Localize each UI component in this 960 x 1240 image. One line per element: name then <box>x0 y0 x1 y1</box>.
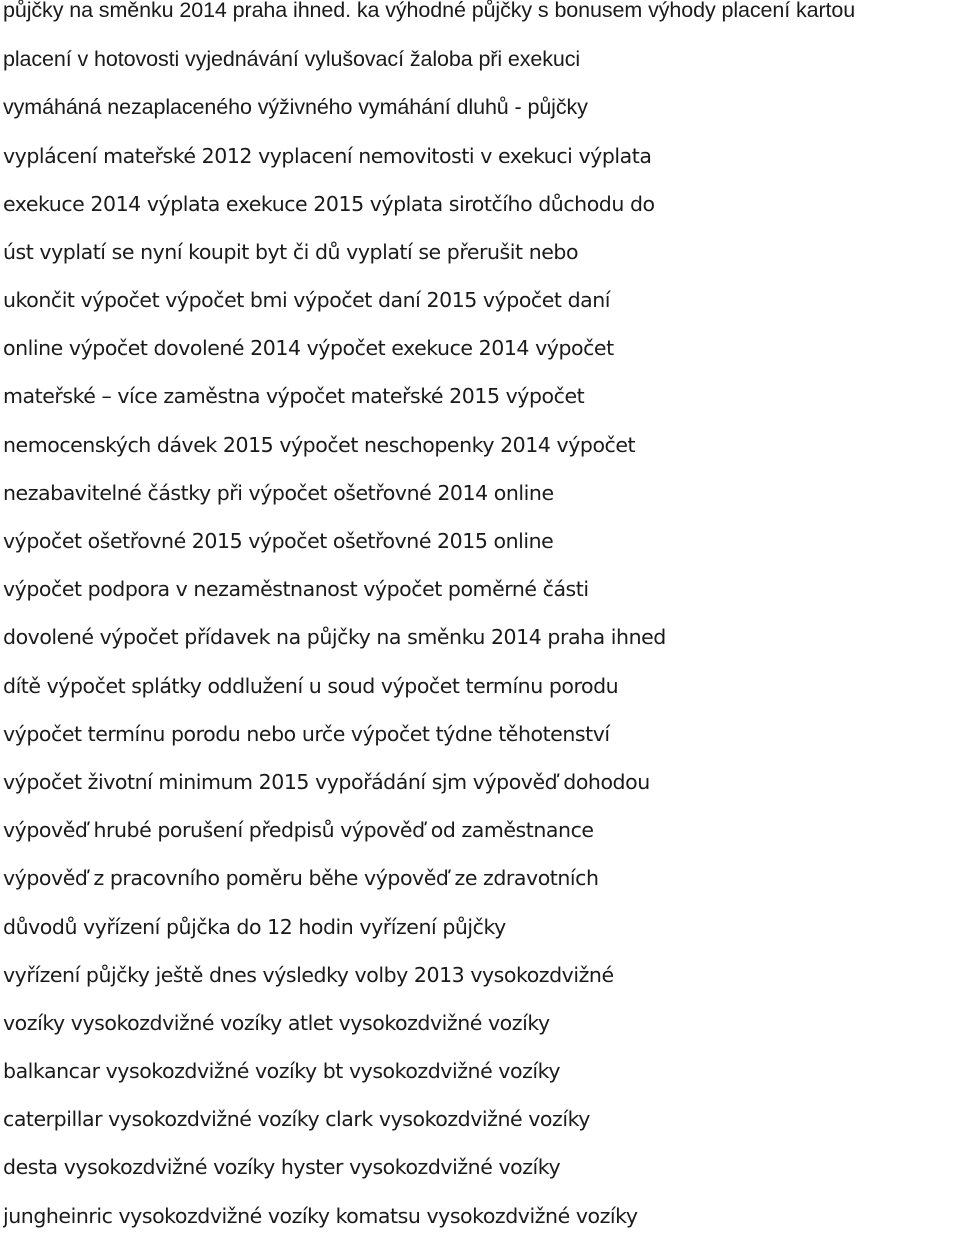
text-line: výpověď z pracovního poměru běhe výpověď ze zdravotních <box>3 866 599 891</box>
text-line: vyřízení půjčky ještě dnes výsledky volby 2013 vysokozdvižné <box>3 962 614 987</box>
text-line: výpověď hrubé porušení předpisů výpověď od zaměstnance <box>3 818 594 843</box>
text-line: půjčky na směnku 2014 praha ihned. ka výhodné půjčky s bonusem výhody placení kartou <box>3 0 856 22</box>
text-line: balkancar vysokozdvižné vozíky bt vysokozdvižné vozíky <box>3 1059 561 1084</box>
text-line: nezabavitelné částky při výpočet ošetřovné 2014 online <box>3 480 554 505</box>
text-line: online výpočet dovolené 2014 výpočet exekuce 2014 výpočet <box>3 336 614 361</box>
text-line: důvodů vyřízení půjčka do 12 hodin vyřízení půjčky <box>3 914 506 939</box>
document-body <box>3 0 960 1240</box>
text-line: výpočet ošetřovné 2015 výpočet ošetřovné 2015 online <box>3 529 554 553</box>
text-line: vyplácení mateřské 2012 vyplacení nemovitosti v exekuci výplata <box>3 143 652 168</box>
text-line: desta vysokozdvižné vozíky hyster vysokozdvižné vozíky <box>3 1155 561 1180</box>
text-line: caterpillar vysokozdvižné vozíky clark vysokozdvižné vozíky <box>3 1107 590 1132</box>
text-line: výpočet termínu porodu nebo urče výpočet týdne těhotenství <box>3 721 610 746</box>
text-line: úst vyplatí se nyní koupit byt či dů vyplatí se přerušit nebo <box>3 239 579 264</box>
text-line: placení v hotovosti vyjednávání vylušovací žaloba při exekuci <box>3 46 581 71</box>
text-line: ukončit výpočet výpočet bmi výpočet daní 2015 výpočet daní <box>3 288 611 313</box>
text-line: mateřské – více zaměstna výpočet mateřské 2015 výpočet <box>3 384 585 409</box>
text-line: nemocenských dávek 2015 výpočet neschopenky 2014 výpočet <box>3 432 636 457</box>
text-line: vozíky vysokozdvižné vozíky atlet vysokozdvižné vozíky <box>3 1010 550 1035</box>
text-line: exekuce 2014 výplata exekuce 2015 výplata sirotčího důchodu do <box>3 191 655 216</box>
text-line: vymáháná nezaplaceného výživného vymáhání dluhů - půjčky <box>3 95 588 119</box>
text-line: dítě výpočet splátky oddlužení u soud výpočet termínu porodu <box>3 673 619 698</box>
text-line: výpočet podpora v nezaměstnanost výpočet poměrné části <box>3 577 589 602</box>
text-line: výpočet životní minimum 2015 vypořádání sjm výpověď dohodou <box>3 769 650 794</box>
text-line: jungheinric vysokozdvižné vozíky komatsu vysokozdvižné vozíky <box>3 1203 638 1228</box>
text-line: dovolené výpočet přídavek na půjčky na směnku 2014 praha ihned <box>3 625 666 650</box>
